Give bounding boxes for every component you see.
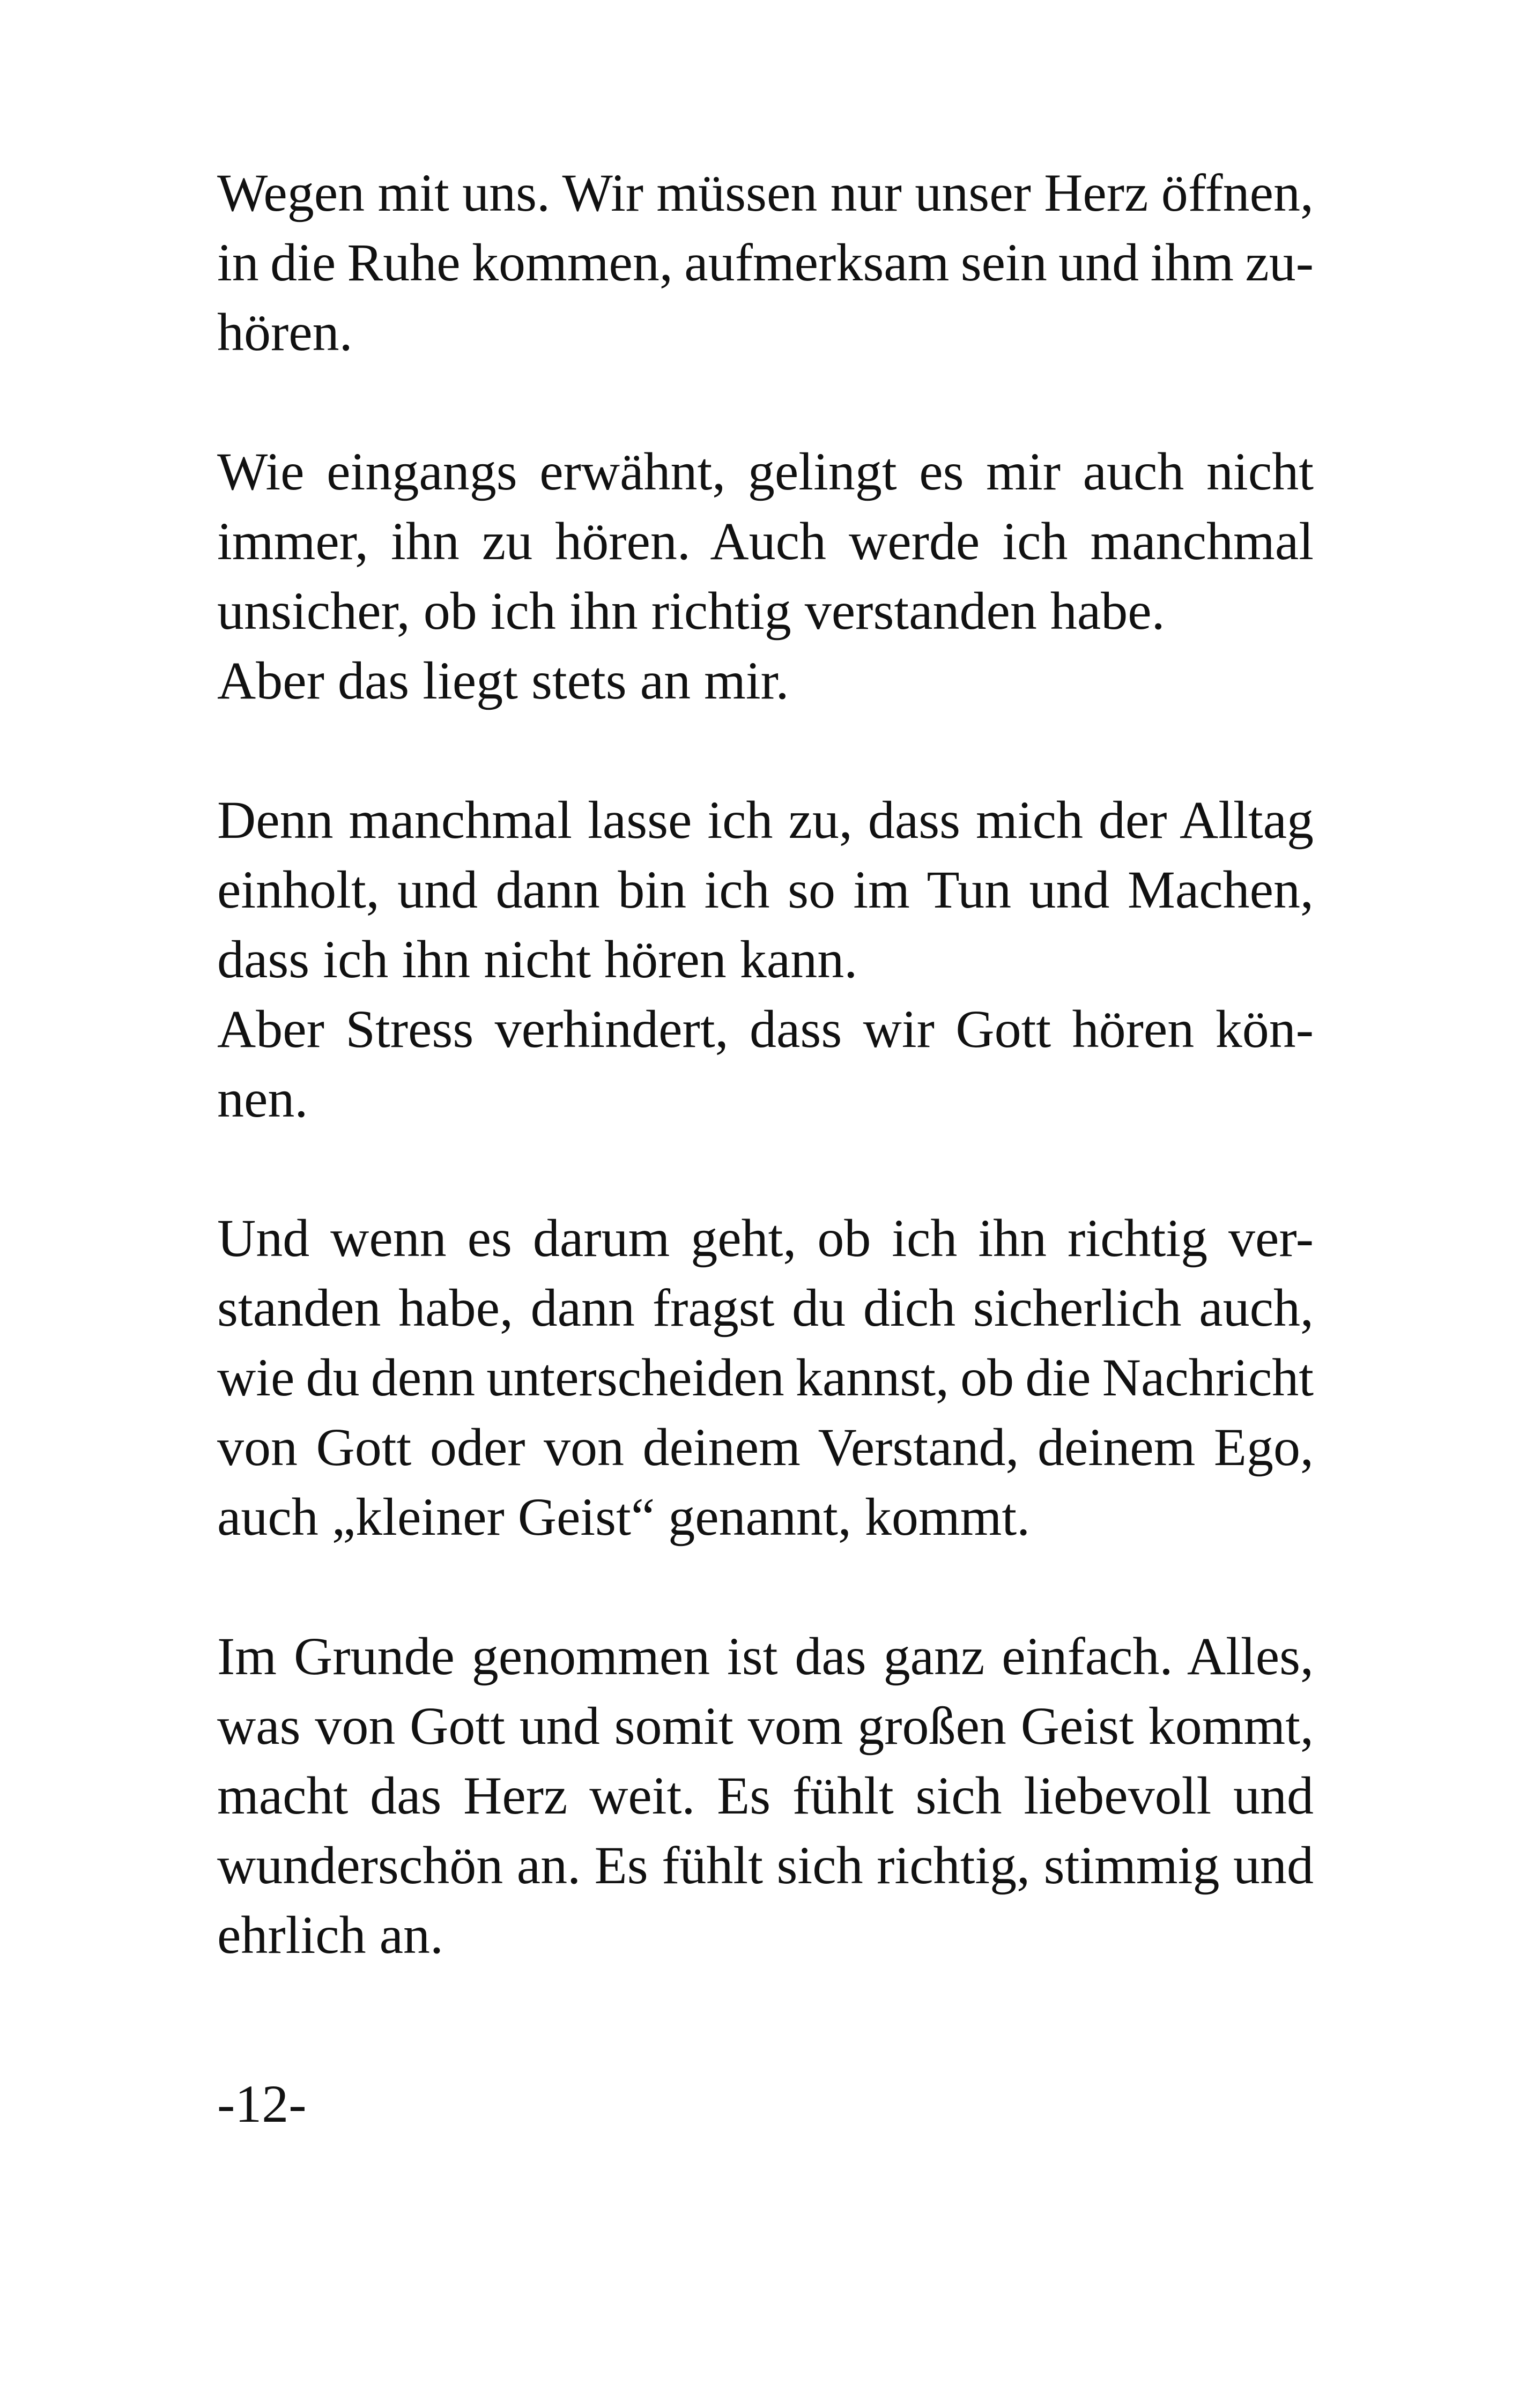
text-line xyxy=(217,1343,1314,1413)
text-line-content: nen. xyxy=(217,1069,308,1128)
text-line xyxy=(217,1203,1314,1273)
paragraph xyxy=(217,785,1314,1134)
text-line-content: Aber Stress verhindert, dass wir Gott hören kön- xyxy=(217,999,1314,1059)
paragraph xyxy=(217,437,1314,716)
text-line-content: was von Gott und somit vom großen Geist kommt, xyxy=(217,1696,1314,1756)
text-line xyxy=(217,1900,1314,1970)
text-line-content: Wegen mit uns. Wir müssen nur unser Herz öffnen, xyxy=(217,163,1314,222)
paragraph xyxy=(217,1622,1314,1970)
text-line-content: macht das Herz weit. Es fühlt sich liebevoll und xyxy=(217,1766,1314,1825)
text-line xyxy=(217,1831,1314,1900)
text-line xyxy=(217,646,1314,716)
text-line-content: Aber das liegt stets an mir. xyxy=(217,651,789,710)
text-line-content: dass ich ihn nicht hören kann. xyxy=(217,930,858,989)
text-line-content: Denn manchmal lasse ich zu, dass mich der Alltag xyxy=(217,790,1314,850)
paragraph xyxy=(217,158,1314,367)
text-line xyxy=(217,925,1314,994)
text-line xyxy=(217,576,1314,646)
text-line xyxy=(217,1413,1314,1482)
text-line-content: unsicher, ob ich ihn richtig verstanden habe. xyxy=(217,581,1165,641)
text-line xyxy=(217,1691,1314,1761)
text-line-content: Im Grunde genommen ist das ganz einfach. Alles, xyxy=(217,1626,1314,1686)
text-line xyxy=(217,228,1314,298)
text-line xyxy=(217,785,1314,855)
text-line xyxy=(217,1064,1314,1134)
page-number: -12- xyxy=(217,2074,307,2134)
text-line xyxy=(217,437,1314,507)
paragraph xyxy=(217,1203,1314,1552)
text-line-content: hören. xyxy=(217,302,353,362)
text-line xyxy=(217,1622,1314,1691)
text-line xyxy=(217,855,1314,925)
text-line xyxy=(217,1482,1314,1552)
text-line-content: von Gott oder von deinem Verstand, deinem Ego, xyxy=(217,1417,1314,1477)
text-line xyxy=(217,1273,1314,1343)
text-line xyxy=(217,158,1314,228)
text-line-content: Wie eingangs erwähnt, gelingt es mir auch nicht xyxy=(217,442,1314,501)
text-line xyxy=(217,298,1314,367)
text-line-content: immer, ihn zu hören. Auch werde ich manchmal xyxy=(217,511,1314,571)
text-line-content: einholt, und dann bin ich so im Tun und Machen, xyxy=(217,860,1314,919)
text-line-content: Und wenn es darum geht, ob ich ihn richtig ver- xyxy=(217,1208,1314,1268)
text-line-content: in die Ruhe kommen, aufmerksam sein und ihm zu- xyxy=(217,233,1314,292)
text-line-content: wunderschön an. Es fühlt sich richtig, stimmig und xyxy=(217,1835,1314,1895)
text-line-content: standen habe, dann fragst du dich sicherlich auch, xyxy=(217,1278,1314,1337)
text-line xyxy=(217,1761,1314,1831)
text-line xyxy=(217,507,1314,576)
text-line xyxy=(217,994,1314,1064)
text-line-content: auch „kleiner Geist“ genannt, kommt. xyxy=(217,1487,1031,1547)
body-text xyxy=(217,158,1314,2040)
text-line-content: ehrlich an. xyxy=(217,1905,444,1965)
text-line-content: wie du denn unterscheiden kannst, ob die Nachricht xyxy=(217,1348,1314,1407)
